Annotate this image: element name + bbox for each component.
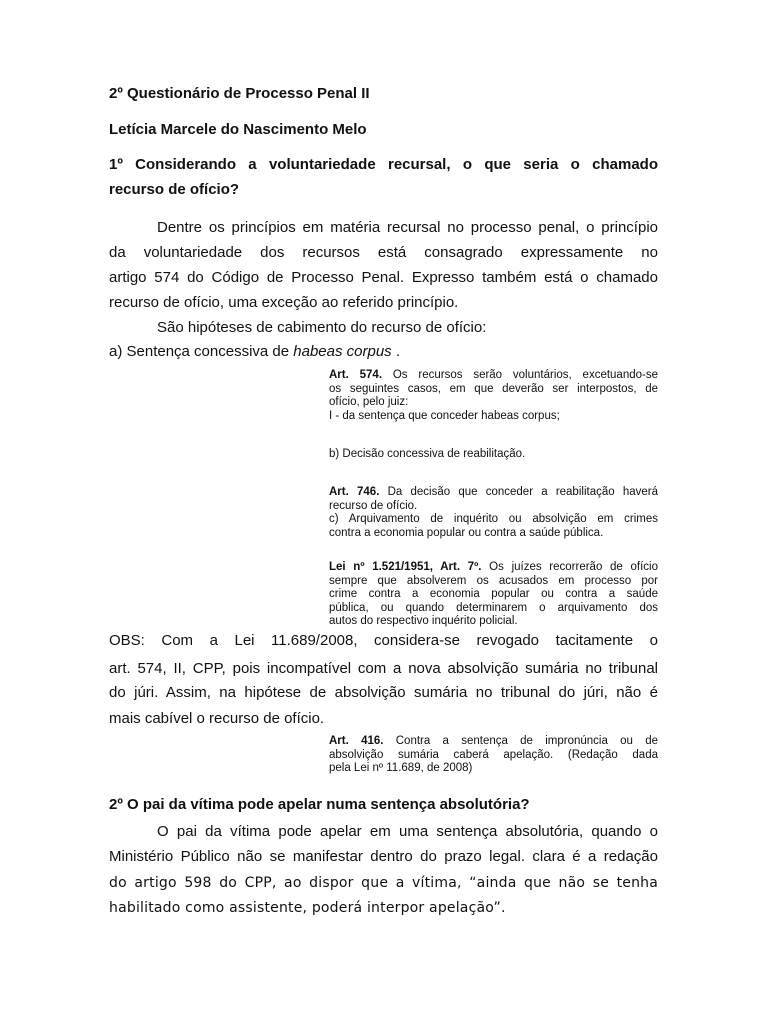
quote-art-416 xyxy=(329,735,658,776)
quote-text: b) Decisão concessiva de reabilitação. xyxy=(329,448,526,460)
art-574-label: Art. 574. xyxy=(329,369,383,381)
quote-text: sempre que absolverem os acusados em processo por xyxy=(329,574,658,587)
quote-text: c) Arquivamento de inquérito ou absolvição em crimes xyxy=(329,513,658,525)
quote-text: Contra a sentença de impronúncia ou de xyxy=(383,735,658,747)
obs-line: do júri. Assim, na hipótese de absolvição sumária no tribunal do júri, não é xyxy=(109,684,658,701)
quote-text: Os recursos serão voluntários, excetuando-se xyxy=(382,369,658,381)
art-416-label: Art. 416. xyxy=(329,735,384,747)
quote-text: crime contra a economia popular ou contra a saúde xyxy=(329,588,658,600)
answer-1-paragraph-line: Dentre os princípios em matéria recursal no processo penal, o princípio xyxy=(157,219,658,236)
answer-1-paragraph-line: artigo 574 do Código de Processo Penal. Expresso também está o chamado xyxy=(109,269,658,286)
obs-line: OBS: Com a Lei 11.689/2008, considera-se revogado tacitamente o xyxy=(109,632,658,649)
question-1-line-2: recurso de ofício? xyxy=(109,181,240,198)
item-a-suffix: . xyxy=(391,343,401,360)
quote-text: autos do respectivo inquérito policial. xyxy=(329,615,518,627)
quote-text: Da decisão que conceder a reabilitação haverá xyxy=(379,486,658,498)
item-b xyxy=(329,448,658,462)
item-a-italic: habeas corpus xyxy=(293,343,392,360)
document-title: 2º Questionário de Processo Penal II xyxy=(109,85,370,102)
answer-2-line: O pai da vítima pode apelar em uma sentença absolutória, quando o xyxy=(157,823,658,840)
quote-text: I - da sentença que conceder habeas corpus; xyxy=(329,409,560,422)
quote-art-574 xyxy=(329,369,658,423)
obs-line: mais cabível o recurso de ofício. xyxy=(109,710,325,727)
obs-line: art. 574, II, CPP, pois incompatível com a nova absolvição sumária no tribunal xyxy=(109,660,658,677)
answer-2-line: Ministério Público não se manifestar dentro do prazo legal. clara é a redação xyxy=(109,848,658,865)
answer-2-line: habilitado como assistente, poderá interpor apelação”. xyxy=(109,900,506,916)
quote-text: pública, ou quando determinarem o arquivamento dos xyxy=(329,601,658,614)
quote-text: ofício, pelo juiz: xyxy=(329,396,409,408)
answer-1-paragraph-line: recurso de ofício, uma exceção ao referido princípio. xyxy=(109,294,459,311)
question-1-line-1: 1º Considerando a voluntariedade recursal, o que seria o chamado xyxy=(109,156,658,173)
item-a-prefix: a) Sentença concessiva de xyxy=(109,343,294,360)
answer-1-paragraph-line: da voluntariedade dos recursos está consagrado expressamente no xyxy=(109,244,658,261)
quote-text: contra a economia popular ou contra a saúde pública. xyxy=(329,526,604,539)
quote-lei-1521 xyxy=(329,561,658,629)
quote-art-746 xyxy=(329,486,658,540)
item-a xyxy=(109,342,400,362)
art-746-label: Art. 746. xyxy=(329,486,380,498)
lei-1521-label: Lei nº 1.521/1951, Art. 7º. xyxy=(329,561,482,573)
quote-text: absolvição sumária caberá apelação. (Redação dada xyxy=(329,748,658,761)
answer-2-line: do artigo 598 do CPP, ao dispor que a vítima, “ainda que não se tenha xyxy=(109,875,658,891)
quote-text: recurso de ofício. xyxy=(329,499,418,512)
quote-text: pela Lei nº 11.689, de 2008) xyxy=(329,762,473,774)
author-name: Letícia Marcele do Nascimento Melo xyxy=(109,121,367,138)
quote-text: Os juízes recorrerão de ofício xyxy=(481,561,658,573)
quote-text: os seguintes casos, em que deverão ser interpostos, de xyxy=(329,382,658,395)
question-2: 2º O pai da vítima pode apelar numa sentença absolutória? xyxy=(109,796,530,813)
hypotheses-intro: São hipóteses de cabimento do recurso de ofício: xyxy=(157,319,487,336)
